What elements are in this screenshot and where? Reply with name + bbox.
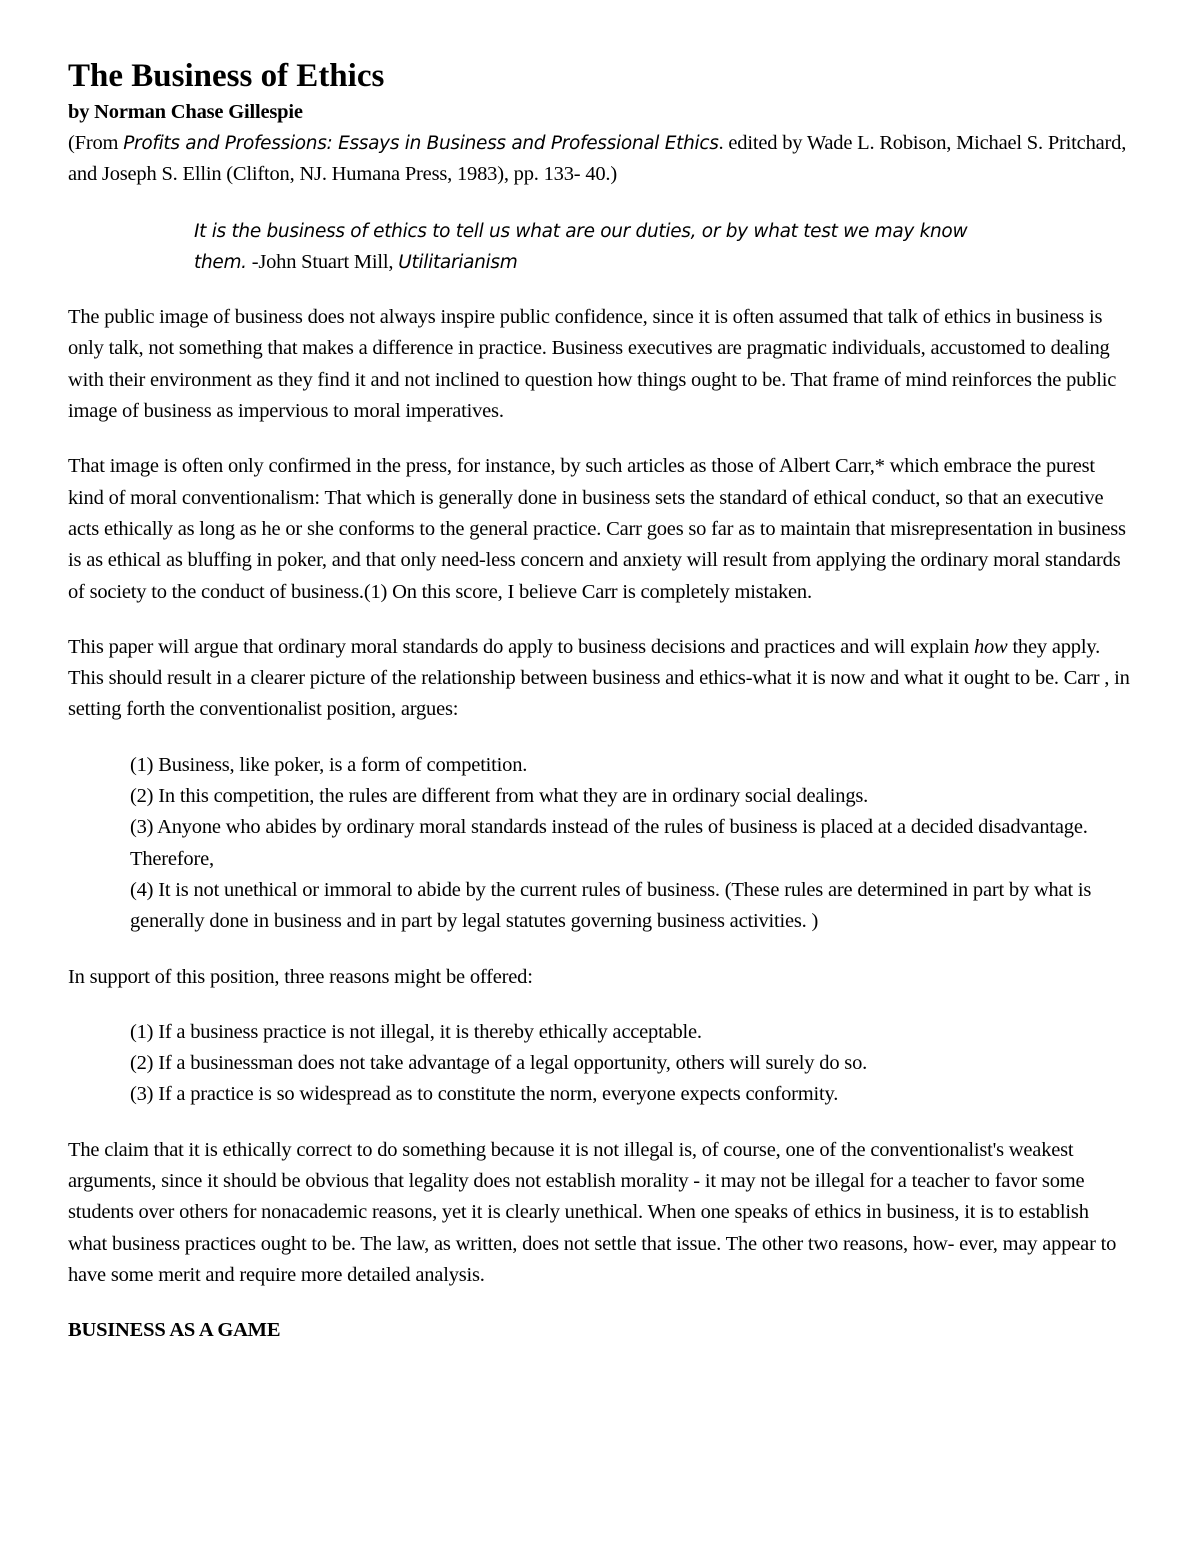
paragraph-3-part-2: they apply. This should result in a clearer picture of the relationship between business and ethics-what it is now and what it ought to be. Carr , in setting forth the conventionalist position, argues:: [68, 635, 1130, 721]
source-prefix: (From: [68, 132, 124, 154]
paragraph-3-part-1: This paper will argue that ordinary moral standards do apply to business decisions and practices and will explain: [68, 635, 974, 658]
list-item: (1) If a business practice is not illegal, it is thereby ethically acceptable.: [130, 1020, 702, 1043]
reasons-list: [130, 1017, 1130, 1111]
list-item: (2) If a businessman does not take advantage of a legal opportunity, others will surely do so.: [130, 1052, 868, 1075]
list-item: (1) Business, like poker, is a form of competition.: [130, 753, 528, 776]
section-heading: BUSINESS AS A GAME: [68, 1319, 281, 1342]
paragraph-2: That image is often only confirmed in the press, for instance, by such articles as those of Albert Carr,* which embrace the purest kind of moral conventionalism: That which is generally done in business sets the standard of ethical conduct, so that an executive acts ethically as long as he or she conforms to the general practice. Carr goes so far as to maintain that misrepresentation in business is as ethical as bluffing in poker, and that only need-less concern and anxiety will result from applying the ordinary moral standards of society to the conduct of business.(1) On this score, I believe Carr is completely mistaken.: [68, 455, 1126, 603]
paragraph-4: In support of this position, three reasons might be offered:: [68, 965, 533, 988]
paragraph-1: The public image of business does not always inspire public confidence, since it is often assumed that talk of ethics in business is only talk, not something that makes a difference in practice. Business executives are pragmatic individuals, accustomed to dealing with their environment as they find it and not inclined to question how things ought to be. That frame of mind reinforces the public image of business as impervious to moral imperatives.: [68, 306, 1117, 423]
list-item: (3) Anyone who abides by ordinary moral standards instead of the rules of business is placed at a decided disadvantage. Therefore,: [130, 816, 1088, 870]
epigraph-attribution: -John Stuart Mill,: [246, 250, 399, 273]
source-citation: [68, 128, 1130, 191]
epigraph: [194, 216, 1014, 279]
epigraph-work: Utilitarianism: [398, 251, 518, 273]
epigraph-quote: It is the business of ethics to tell us what are our duties, or by what test we may know them.: [194, 220, 968, 273]
list-item: (4) It is not unethical or immoral to abide by the current rules of business. (These rules are determined in part by what is generally done in business and in part by legal statutes governing business activities. ): [130, 878, 1092, 933]
document-page: [68, 56, 1130, 1347]
document-title: The Business of Ethics: [68, 58, 385, 94]
argument-list: [130, 750, 1130, 938]
source-suffix: . edited by Wade L. Robison, Michael S. Pritchard, and Joseph S. Ellin (Clifton, NJ. Humana Press, 1983), pp. 133- 40.): [68, 132, 1127, 186]
list-item: (3) If a practice is so widespread as to constitute the norm, everyone expects conformity.: [130, 1083, 839, 1106]
list-item: (2) In this competition, the rules are different from what they are in ordinary social dealings.: [130, 785, 869, 808]
paragraph-3: [68, 632, 1130, 726]
author-byline: by Norman Chase Gillespie: [68, 101, 303, 123]
paragraph-5: The claim that it is ethically correct to do something because it is not illegal is, of course, one of the conventionalist's weakest arguments, since it should be obvious that legality does not establish morality - it may not be illegal for a teacher to favor some students over others for nonacademic reasons, yet it is clearly unethical. When one speaks of ethics in business, it is to establish what business practices ought to be. The law, as written, does not settle that issue. The other two reasons, how- ever, may appear to have some merit and require more detailed analysis.: [68, 1138, 1117, 1286]
source-book-title: Profits and Professions: Essays in Business and Professional Ethics: [123, 133, 719, 154]
paragraph-3-emphasis: how: [973, 635, 1008, 658]
